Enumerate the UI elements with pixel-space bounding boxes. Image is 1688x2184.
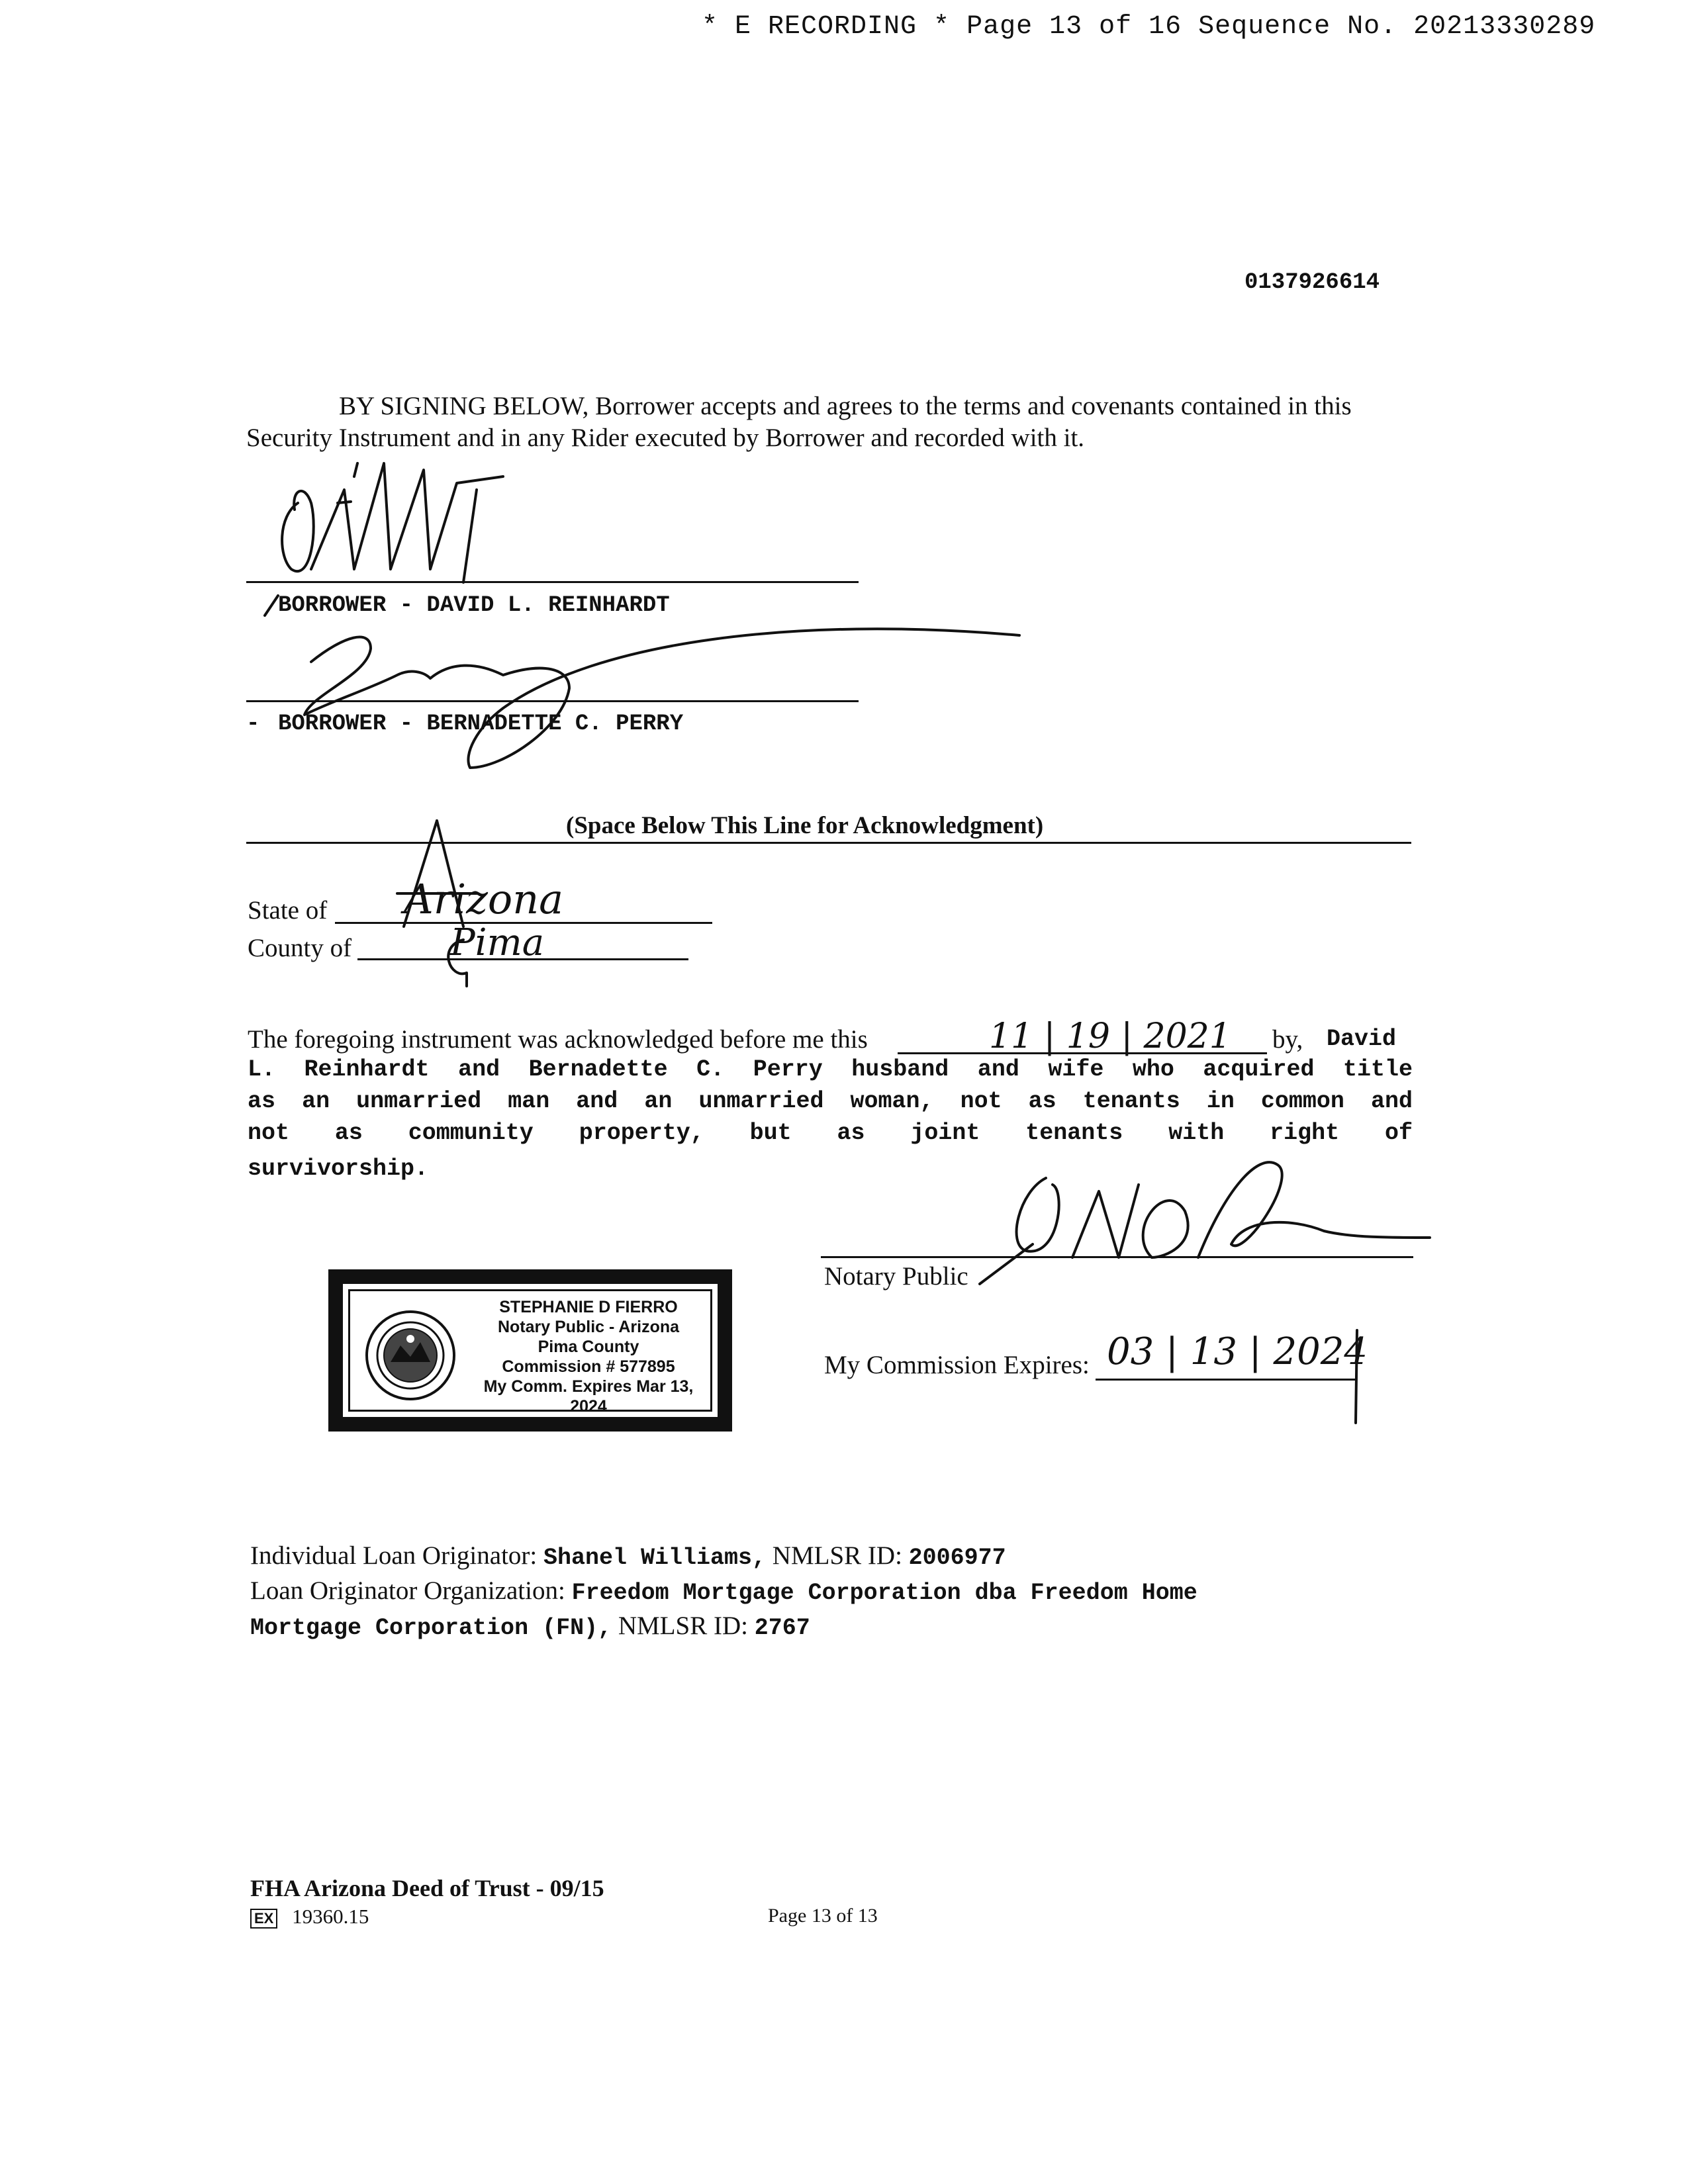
notary-signature-line — [821, 1256, 1413, 1258]
form-number-row — [250, 1905, 369, 1929]
form-title: FHA Arizona Deed of Trust - 09/15 — [250, 1875, 604, 1901]
org-name-line-1: Freedom Mortgage Corporation dba Freedom Home — [571, 1580, 1197, 1606]
form-ex-icon: EX — [250, 1909, 277, 1929]
parties-line-1: David — [1327, 1026, 1397, 1052]
org-originator-row — [250, 1574, 1415, 1610]
borrower-2-label: BORROWER - BERNADETTE C. PERRY — [278, 711, 684, 737]
org-id-label: NMLSR ID: — [618, 1612, 748, 1640]
ack-intro: The foregoing instrument was acknowledged before me this — [248, 1025, 868, 1054]
commission-expires-handwritten: 03 | 13 | 2024 — [1107, 1330, 1368, 1373]
recording-header: * E RECORDING * Page 13 of 16 Sequence No. 20213330289 — [702, 12, 1596, 42]
org-id: 2767 — [754, 1615, 810, 1641]
loan-number: 0137926614 — [1244, 270, 1380, 295]
notary-public-label: Notary Public — [824, 1262, 968, 1291]
dash: - — [246, 711, 260, 737]
acknowledgment-rule — [246, 842, 1411, 844]
borrower-1-signature-tick — [338, 463, 357, 503]
state-label: State of — [248, 896, 328, 925]
individual-id-label: NMLSR ID: — [772, 1541, 902, 1570]
county-handwritten: Pima — [450, 921, 545, 964]
stamp-expires: My Comm. Expires Mar 13, 2024 — [483, 1377, 694, 1416]
form-number: 19360.15 — [292, 1905, 369, 1928]
individual-originator-name: Shanel Williams, — [543, 1545, 767, 1571]
parties-line-4: not as community property, but as joint tenants with right of — [248, 1120, 1413, 1146]
county-label: County of — [248, 934, 352, 962]
state-handwritten: Arizona — [404, 875, 564, 923]
borrower-2-signature — [305, 629, 1019, 768]
signing-text-1: Borrower accepts and agrees to the terms and covenants contained in this — [595, 392, 1352, 420]
date-handwritten: 11 | 19 | 2021 — [989, 1017, 1231, 1056]
acknowledgment-text — [248, 1017, 1413, 1183]
stamp-title: Notary Public - Arizona — [497, 1318, 680, 1336]
parties-line-2: L. Reinhardt and Bernadette C. Perry husband and wife who acquired title — [248, 1056, 1413, 1083]
individual-originator-label: Individual Loan Originator: — [250, 1541, 538, 1570]
signing-statement — [246, 390, 1411, 454]
signing-lead: BY SIGNING BELOW, — [339, 392, 589, 420]
by-label: by, — [1272, 1025, 1303, 1054]
borrower-1-signature-line — [246, 581, 859, 583]
commission-expires-label: My Commission Expires: — [824, 1351, 1090, 1379]
page-indicator: Page 13 of 13 — [768, 1905, 878, 1927]
individual-id: 2006977 — [908, 1545, 1006, 1571]
stamp-county: Pima County — [538, 1338, 639, 1356]
individual-originator-row — [250, 1539, 1415, 1574]
notary-stamp — [328, 1269, 732, 1432]
org-originator-row-2 — [250, 1610, 1415, 1645]
loan-originators — [250, 1539, 1415, 1645]
borrower-1-label: BORROWER - DAVID L. REINHARDT — [278, 593, 670, 618]
notary-signature-tail — [980, 1244, 1033, 1284]
stamp-name: STEPHANIE D FIERRO — [499, 1298, 678, 1316]
org-name-line-2: Mortgage Corporation (FN), — [250, 1615, 612, 1641]
signing-text-2: Security Instrument and in any Rider executed by Borrower and recorded with it. — [246, 424, 1085, 452]
stamp-text — [466, 1297, 711, 1416]
commission-expires-line — [1096, 1379, 1357, 1381]
org-originator-label: Loan Originator Organization: — [250, 1576, 565, 1605]
acknowledgment-title: (Space Below This Line for Acknowledgment) — [566, 812, 1044, 839]
parties-line-5: survivorship. — [248, 1156, 429, 1182]
stamp-commission: Commission # 577895 — [502, 1357, 675, 1376]
state-seal-icon — [364, 1309, 457, 1402]
borrower-2-signature-line — [246, 700, 859, 702]
parties-line-3: as an unmarried man and an unmarried woman, not as tenants in common and — [248, 1088, 1413, 1115]
